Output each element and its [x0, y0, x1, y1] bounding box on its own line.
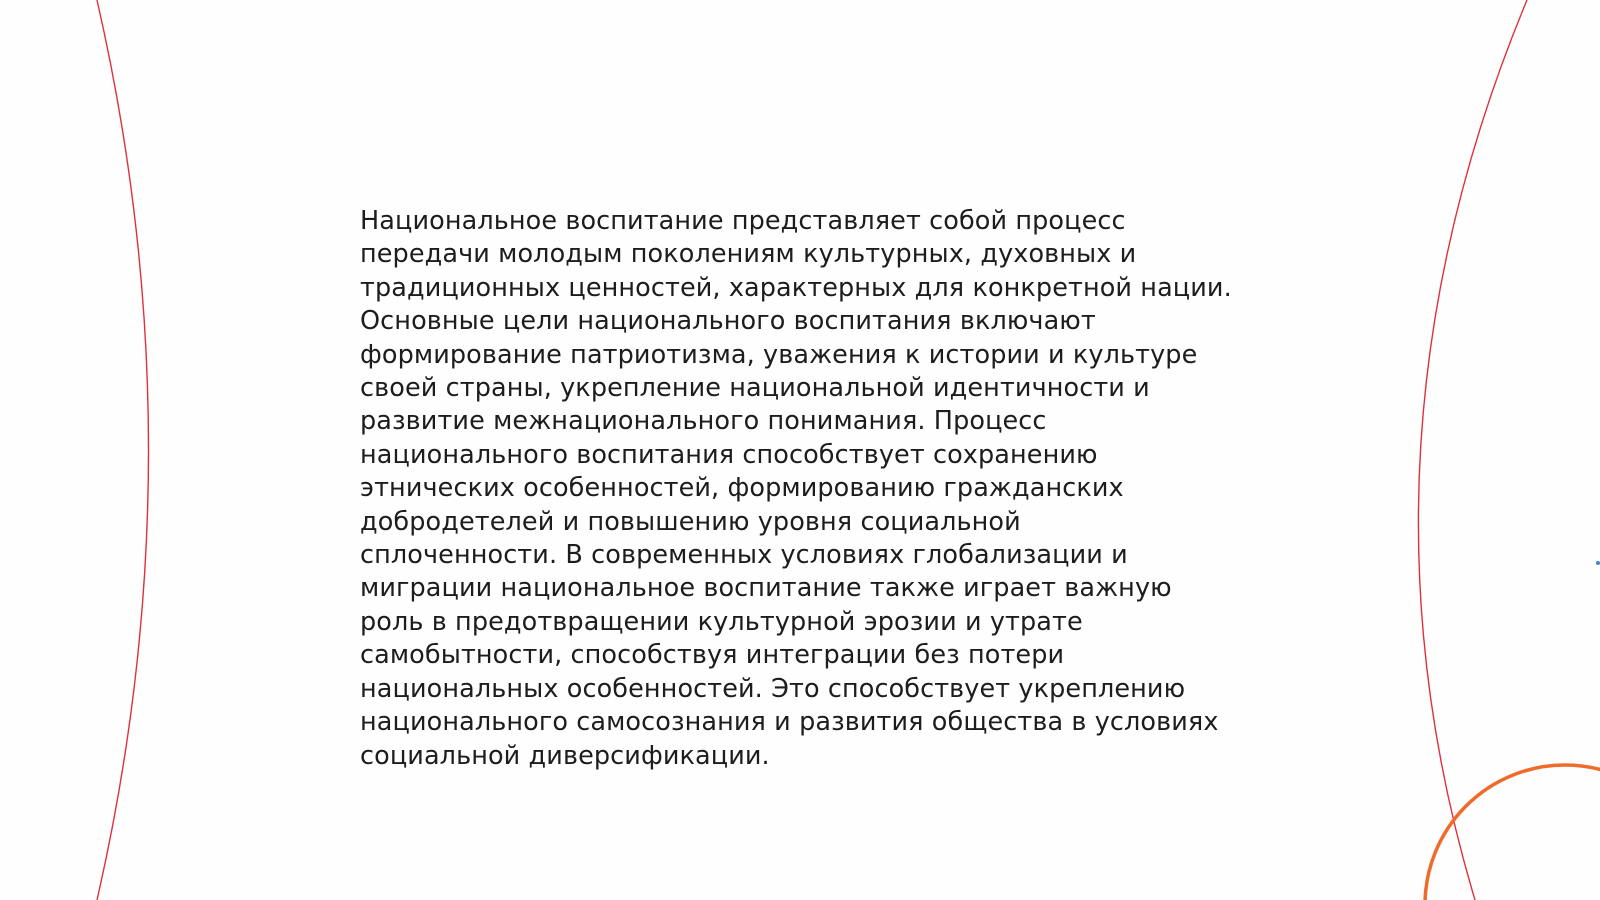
text-line: традиционных ценностей, характерных для конкретной нации.: [360, 272, 1232, 303]
text-line: этнических особенностей, формированию гражданских: [360, 473, 1124, 504]
text-line: добродетелей и повышению уровня социальной: [360, 506, 1021, 537]
text-line: Основные цели национального воспитания включают: [360, 306, 1096, 337]
text-line: самобытности, способствуя интеграции без потери: [360, 640, 1065, 671]
right-curve-line: [1418, 0, 1527, 900]
text-line: роль в предотвращении культурной эрозии и утрате: [360, 606, 1083, 637]
text-line: национальных особенностей. Это способствует укреплению: [360, 673, 1186, 704]
left-curve-line: [97, 0, 149, 900]
text-line: Национальное воспитание представляет собой процесс: [360, 206, 1126, 236]
text-line: развитие межнационального понимания. Процесс: [360, 406, 1047, 437]
text-line: социальной диверсификации.: [360, 740, 770, 771]
blue-dot: [1596, 561, 1600, 565]
text-line: национального самосознания и развития общества в условиях: [360, 707, 1219, 738]
text-line: миграции национальное воспитание также играет важную: [360, 573, 1172, 604]
text-line: передачи молодым поколениям культурных, духовных и: [360, 239, 1137, 270]
body-paragraph: [360, 205, 1260, 773]
orange-circle-outline: [1425, 765, 1600, 900]
text-line: формирование патриотизма, уважения к истории и культуре: [360, 339, 1198, 370]
text-line: сплоченности. В современных условиях глобализации и: [360, 540, 1128, 571]
text-line: своей страны, укрепление национальной идентичности и: [360, 373, 1150, 404]
text-line: национального воспитания способствует сохранению: [360, 439, 1098, 470]
